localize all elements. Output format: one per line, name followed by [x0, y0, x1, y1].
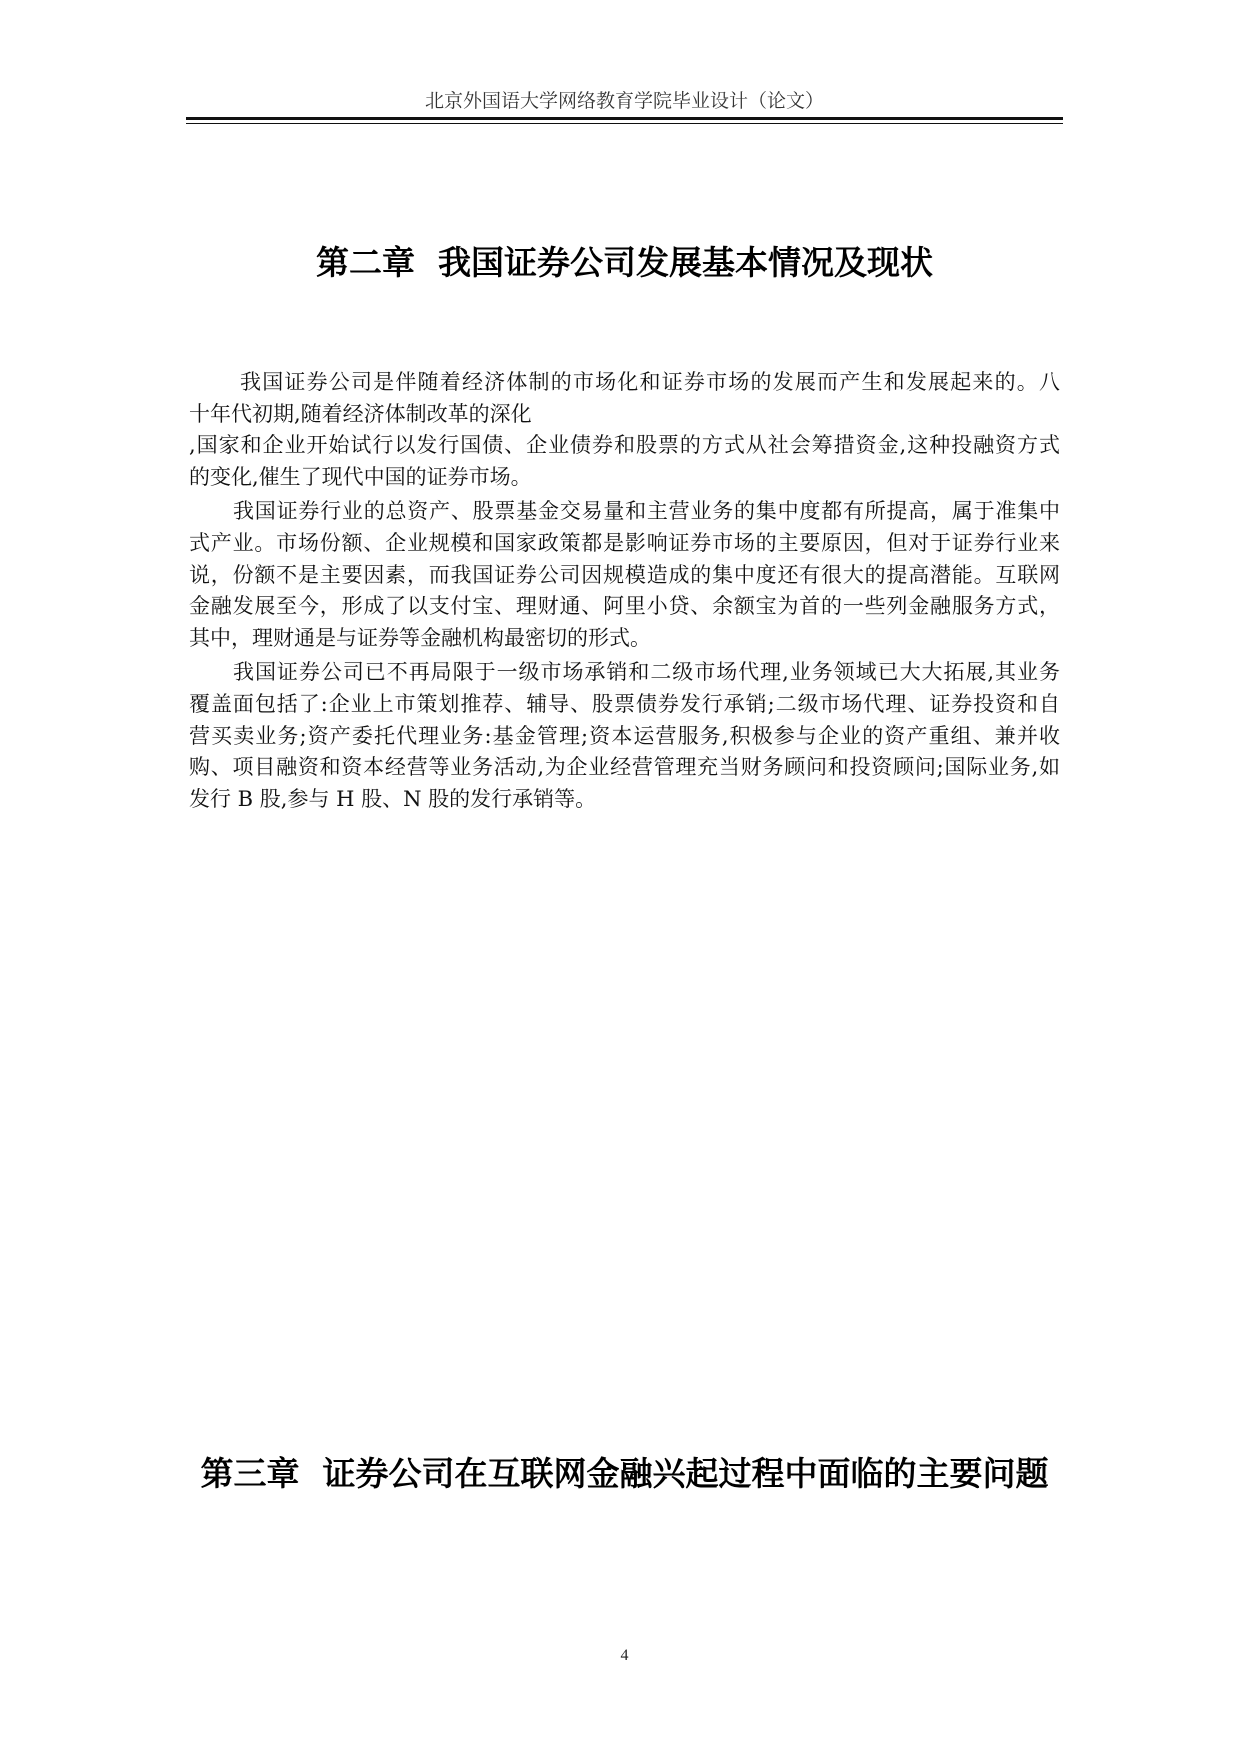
chapter-body [189, 367, 1060, 815]
text-line: 我国证券公司已不再局限于一级市场承销和二级市场代理,业务领域已大大拓展,其业务 [233, 660, 1060, 685]
page-number: 4 [620, 1647, 629, 1664]
text-line: ,国家和企业开始试行以发行国债、企业债券和股票的方式从社会筹措资金,这种投融资方式 [189, 433, 1060, 458]
text-line: 营买卖业务;资产委托代理业务:基金管理;资本运营服务,积极参与企业的资产重组、兼并收 [189, 723, 1060, 748]
text-line: 金融发展至今，形成了以支付宝、理财通、阿里小贷、余额宝为首的一些列金融服务方式， [189, 594, 1060, 619]
text-line: 说，份额不是主要因素，而我国证券公司因规模造成的集中度还有很大的提高潜能。互联网 [189, 562, 1060, 587]
text-line: 的变化,催生了现代中国的证券市场。 [189, 464, 532, 489]
text-line: 式产业。市场份额、企业规模和国家政策都是影响证券市场的主要原因，但对于证券行业来 [189, 530, 1060, 555]
text-line: 我国证券行业的总资产、股票基金交易量和主营业务的集中度都有所提高，属于准集中 [233, 499, 1060, 524]
header-rule-thick [186, 117, 1063, 120]
paragraph [189, 367, 1060, 493]
text-line: 我国证券公司是伴随着经济体制的市场化和证券市场的发展而产生和发展起来的。八 [240, 370, 1060, 394]
paragraph [189, 496, 1060, 654]
text-line: 发行 B 股,参与 H 股、N 股的发行承销等。 [189, 786, 597, 811]
chapter-title: 第二章 我国证券公司发展基本情况及现状 [316, 243, 933, 282]
text-line: 购、项目融资和资本经营等业务活动,为企业经营管理充当财务顾问和投资顾问;国际业务,如 [189, 755, 1060, 780]
paragraph [189, 657, 1060, 815]
header-rule-thin [186, 123, 1063, 124]
text-line: 其中，理财通是与证券等金融机构最密切的形式。 [189, 625, 651, 650]
running-header-title: 北京外国语大学网络教育学院毕业设计（论文） [424, 90, 824, 112]
text-line: 十年代初期,随着经济体制改革的深化 [189, 401, 532, 426]
chapter-title: 第三章 证券公司在互联网金融兴起过程中面临的主要问题 [200, 1454, 1049, 1493]
text-line: 覆盖面包括了:企业上市策划推荐、辅导、股票债券发行承销;二级市场代理、证券投资和自 [189, 691, 1060, 716]
